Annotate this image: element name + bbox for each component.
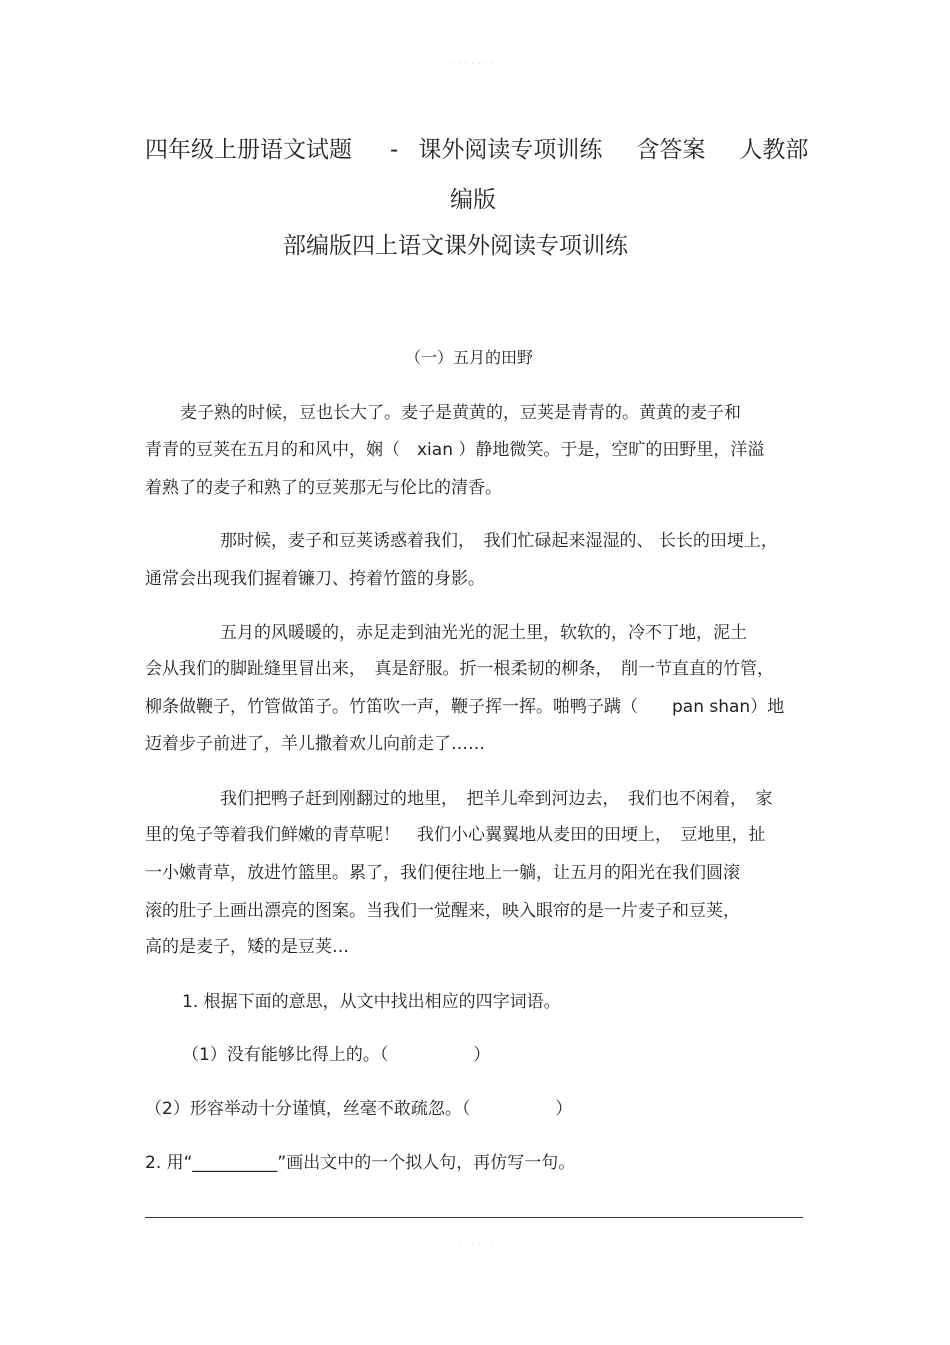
title-part: 含答案 xyxy=(636,137,706,163)
paragraph-line: 青青的豆荚在五月的和风中，娴（ xian ）静地微笑。于是，空旷的田野里，洋溢 xyxy=(145,440,765,460)
title-line-2: 编版 xyxy=(450,187,496,213)
question-1: 1. 根据下面的意思，从文中找出相应的四字词语。 xyxy=(182,992,561,1012)
paragraph-line: 我们把鸭子赶到刚翻过的地里， 把羊儿牵到河边去， 我们也不闲着， 家 xyxy=(220,789,773,809)
title-part: 课外阅读专项训练 xyxy=(418,137,603,163)
subtitle: 部编版四上语文课外阅读专项训练 xyxy=(283,233,628,259)
footer-mark: · · · · · · · xyxy=(452,1240,494,1248)
paragraph-line: 高的是麦子，矮的是豆荚… xyxy=(145,937,349,957)
question-2: 2. 用“__________”画出文中的一个拟人句，再仿写一句。 xyxy=(145,1153,576,1173)
bottom-divider xyxy=(145,1217,803,1218)
paragraph-line: 通常会出现我们握着镰刀、挎着竹篮的身影。 xyxy=(145,569,485,589)
paragraph-line: 柳条做鞭子，竹管做笛子。竹笛吹一声，鞭子挥一挥。啪鸭子蹒（ pan shan）地 xyxy=(145,697,785,717)
paragraph-line: 那时候，麦子和豆荚诱惑着我们， 我们忙碌起来湿湿的、 长长的田埂上， xyxy=(220,531,778,551)
paragraph-line: 一小嫩青草，放进竹篮里。累了，我们便往地上一躺，让五月的阳光在我们圆滚 xyxy=(145,863,740,883)
paragraph-line: 会从我们的脚趾缝里冒出来， 真是舒服。折一根柔韧的柳条， 削一节直直的竹管， xyxy=(145,659,774,679)
title-line-1 xyxy=(145,131,808,164)
section-heading: （一）五月的田野 xyxy=(405,348,534,367)
question-1-2: （2）形容举动十分谨慎，丝毫不敢疏忽。（ ） xyxy=(145,1099,573,1119)
paragraph-line: 里的兔子等着我们鲜嫩的青草呢！ 我们小心翼翼地从麦田的田埂上， 豆地里，扯 xyxy=(145,825,766,845)
paragraph-line: 麦子熟的时候，豆也长大了。麦子是黄黄的，豆荚是青青的。黄黄的麦子和 xyxy=(180,403,741,423)
question-1-1: （1）没有能够比得上的。（ ） xyxy=(182,1045,491,1065)
paragraph-line: 迈着步子前进了，羊儿撒着欢儿向前走了…… xyxy=(145,734,485,754)
paragraph-line: 五月的风暖暖的，赤足走到油光光的泥土里，软软的，冷不丁地，泥土 xyxy=(220,623,747,643)
paragraph-line: 滚的肚子上画出漂亮的图案。当我们一觉醒来，映入眼帘的是一片麦子和豆荚， xyxy=(145,901,740,921)
title-part: 四年级上册语文试题 xyxy=(145,137,352,163)
title-part: - xyxy=(390,137,399,163)
header-mark: · · · · · · · xyxy=(452,60,494,68)
title-part: 人教部 xyxy=(739,137,809,163)
paragraph-line: 着熟了的麦子和熟了的豆荚那无与伦比的清香。 xyxy=(145,478,502,498)
